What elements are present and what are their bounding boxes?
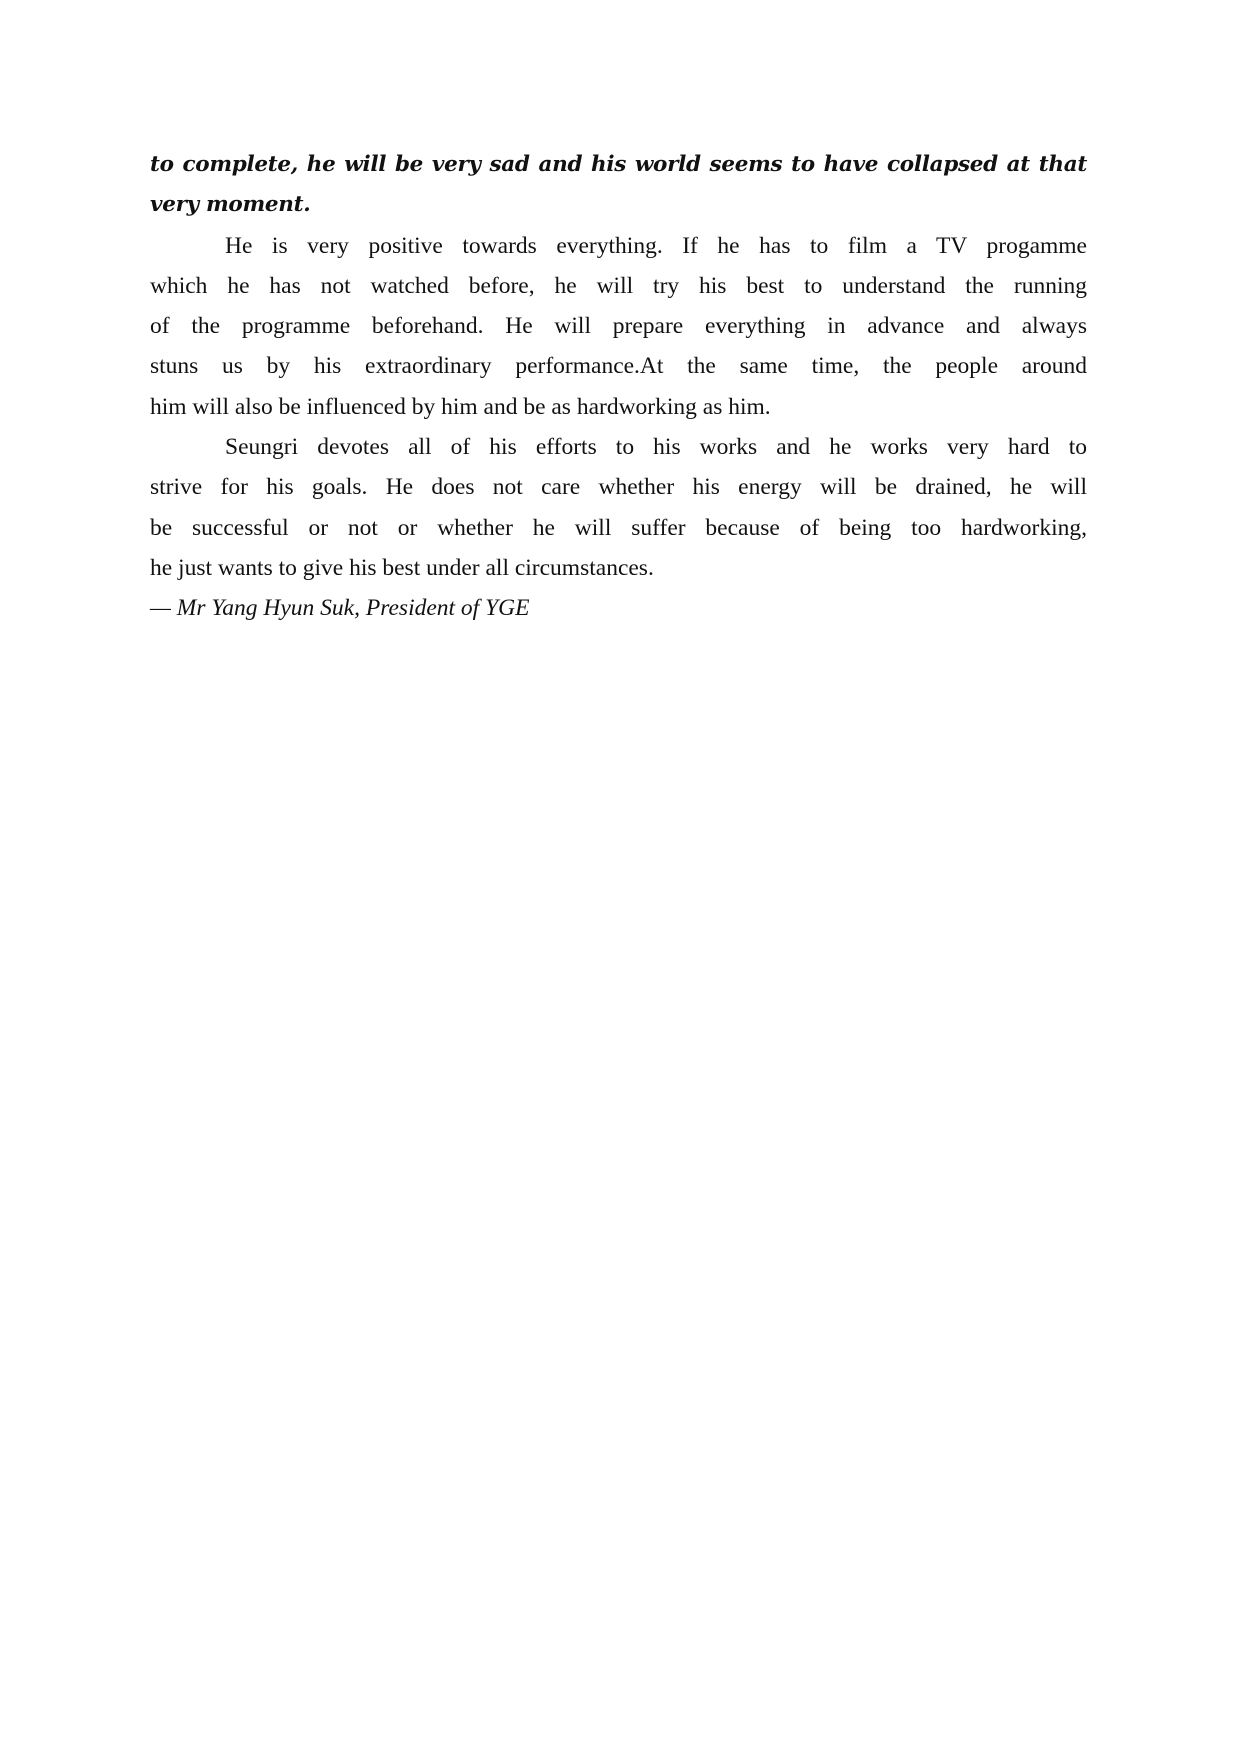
- document-page: [150, 145, 1087, 629]
- paragraph-positive-attitude: [150, 226, 1087, 427]
- text-line: stuns us by his extraordinary performance.At the same time, the people around: [150, 353, 1087, 380]
- text-line: which he has not watched before, he will try his best to understand the running: [150, 272, 1087, 299]
- text-line: very moment.: [150, 192, 311, 218]
- text-line: be successful or not or whether he will suffer because of being too hardworking,: [150, 514, 1087, 541]
- text-line: to complete, he will be very sad and his world seems to have collapsed at that: [150, 152, 1087, 177]
- text-line: he just wants to give his best under all circumstances.: [150, 554, 654, 581]
- text-line: of the programme beforehand. He will prepare everything in advance and always: [150, 313, 1087, 340]
- continuation-paragraph: [150, 145, 1087, 226]
- text-line: Seungri devotes all of his efforts to his works and he works very hard to: [225, 434, 1087, 461]
- text-line: strive for his goals. He does not care whether his energy will be drained, he will: [150, 474, 1087, 501]
- text-line: him will also be influenced by him and be as hardworking as him.: [150, 393, 771, 420]
- quote-attribution: — Mr Yang Hyun Suk, President of YGE: [150, 595, 530, 622]
- text-line: He is very positive towards everything. If he has to film a TV progamme: [225, 232, 1087, 259]
- paragraph-devotion: [150, 427, 1087, 588]
